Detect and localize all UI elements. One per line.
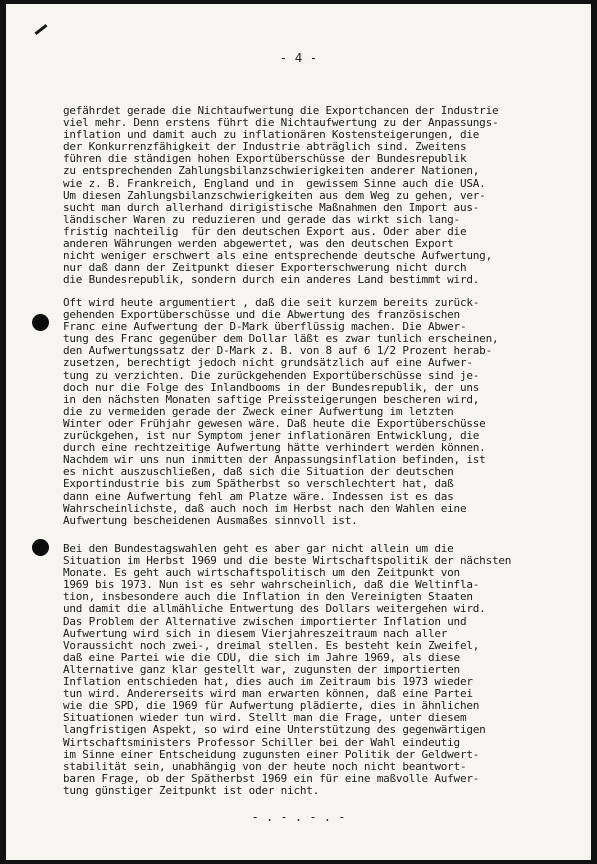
text-line: Um diesen Zahlungsbilanzschwierigkeiten aus dem Weg zu gehen, ver- (63, 188, 486, 202)
text-line: daß eine Partei wie die CDU, die sich im Jahre 1969, als diese (63, 650, 460, 664)
text-line: wie die SPD, die 1969 für Aufwertung plädierte, dies in ähnlichen (63, 699, 480, 713)
text-line: Nachdem wir uns nun inmitten der Anpassungsinflation befinden, ist (63, 453, 486, 467)
text-line: fristig nachteilig für den deutschen Export aus. Oder aber die (63, 224, 467, 238)
scan-mark (35, 24, 48, 35)
paragraph-2 (63, 297, 498, 527)
text-line: die zu vermeiden gerade der Zweck einer Aufwertung im letzten (63, 404, 454, 418)
text-line: 1969 bis 1973. Nun ist es sehr wahrscheinlich, daß die Weltinfla- (63, 578, 480, 592)
text-line: und damit die allmähliche Entwertung des Dollars weitergehen wird. (63, 602, 486, 616)
text-line: nur daß dann der Zeitpunkt dieser Exporterschwerung nicht durch (63, 261, 467, 275)
text-line: doch nur die Folge des Inlandbooms in der Bundesrepublik, der uns (63, 380, 480, 394)
text-line: Das Problem der Alternative zwischen importierter Inflation und (63, 614, 467, 628)
text-line: wie z. B. Frankreich, England und in gewissem Sinne auch die USA. (63, 176, 486, 190)
text-line: die Bundesrepublik, sondern durch ein anderes Land bestimmt wird. (63, 273, 480, 287)
text-line: der Konkurrenzfähigkeit der Industrie abträglich sind. Zweitens (63, 140, 467, 154)
text-line: zurückgehen, ist nur Symptom jener inflationären Entwicklung, die (63, 429, 480, 443)
text-line: zu entsprechenden Zahlungsbilanzschwierigkeiten anderer Nationen, (63, 164, 480, 178)
text-line: Inflation entschieden hat, dies auch im Zeitraum bis 1973 wieder (63, 675, 473, 689)
text-line: Voraussicht noch zwei-, dreimal stellen. Es besteht kein Zweifel, (63, 638, 480, 652)
text-line: nicht weniger erschwert als eine entsprechende deutsche Aufwertung, (63, 249, 492, 263)
punch-hole (32, 539, 49, 556)
text-line: tung des Franc gegenüber dem Dollar läßt es zwar tunlich erscheinen, (63, 332, 499, 346)
text-line: ländischer Waren zu reduzieren und gerade das wirkt sich lang- (63, 212, 460, 226)
text-line: gehenden Exportüberschüsse und die Abwertung des französischen (63, 308, 460, 322)
page-number: - 4 - (279, 50, 318, 65)
text-line: Bei den Bundestagswahlen geht es aber gar nicht allein um die (63, 542, 454, 555)
text-line: inflation und damit auch zu inflationären Kostensteigerungen, die (63, 128, 480, 142)
text-line: Exportindustrie bis zum Spätherbst so verschlechtert hat, daß (63, 477, 454, 491)
text-line: Oft wird heute argumentiert , daß die seit kurzem bereits zurück- (63, 296, 480, 309)
text-line: Winter oder Frühjahr gewesen wäre. Daß heute die Exportüberschüsse (63, 416, 486, 430)
text-line: es nicht auszuschließen, daß sich die Situation der deutschen (63, 465, 454, 479)
text-line: tion, insbesondere auch die Inflation in den Vereinigten Staaten (63, 590, 473, 604)
text-line: tung zu verzichten. Die zurückgehenden Exportüberschüsse sind je- (63, 368, 480, 382)
text-line: führen die ständigen hohen Exportüberschüsse der Bundesrepublik (63, 152, 467, 166)
text-line: Wahrscheinlichste, daß auch noch im Herbst nach den Wahlen eine (63, 501, 467, 515)
text-line: sucht man durch allerhand dirigistische Maßnahmen den Import aus- (63, 200, 480, 214)
text-line: viel mehr. Denn erstens führt die Nichtaufwertung zu der Anpassungs- (63, 116, 499, 130)
text-line: tun wird. Andererseits wird man erwarten können, daß eine Partei (63, 687, 473, 701)
text-line: stabilität sein, unabhängig von der heute noch nicht beantwort- (63, 759, 467, 773)
text-line: Situationen wieder tun wird. Stellt man die Frage, unter diesem (63, 711, 467, 725)
text-line: anderen Währungen werden abgewertet, was den deutschen Export (63, 237, 454, 251)
text-line: dann eine Aufwertung fehl am Platze wäre. Indessen ist es das (63, 489, 454, 503)
text-line: im Sinne einer Entscheidung zugunsten einer Politik der Geldwert- (63, 747, 480, 761)
text-line: zusetzen, berechtigt jedoch nicht grundsätzlich auf eine Aufwer- (63, 356, 473, 370)
text-line: tung günstiger Zeitpunkt ist oder nicht. (63, 783, 320, 797)
text-line: den Aufwertungssatz der D-Mark z. B. von 8 auf 6 1/2 Prozent herab- (63, 344, 492, 358)
text-line: durch eine rechtzeitige Aufwertung hätte verhindert werden können. (63, 441, 486, 455)
text-line: langfristigen Aspekt, so wird eine Unterstützung des gegenwärtigen (63, 723, 486, 737)
text-line: baren Frage, ob der Spätherbst 1969 ein für eine maßvolle Aufwer- (63, 771, 480, 785)
text-line: in den nächsten Monaten saftige Preissteigerungen bescheren wird, (63, 392, 480, 406)
punch-hole (32, 314, 49, 331)
text-line: Wirtschaftsministers Professor Schiller bei der Wahl eindeutig (63, 735, 460, 749)
text-line: Aufwertung wird sich in diesem Vierjahreszeitraum nach aller (63, 626, 448, 640)
text-line: Situation im Herbst 1969 und die beste Wirtschaftspolitik der nächsten (63, 554, 512, 568)
text-line: Alternative ganz klar gestellt war, zugunsten der importierten (63, 662, 460, 676)
text-line: Aufwertung bescheidenen Ausmaßes sinnvoll ist. (63, 513, 358, 527)
paragraph-3 (63, 543, 511, 797)
paragraph-1 (63, 105, 498, 286)
document-page (6, 4, 591, 860)
text-line: Franc eine Aufwertung der D-Mark überflüssig machen. Die Abwer- (63, 320, 467, 334)
end-mark: - . - . - . - (251, 810, 346, 824)
text-line: Monate. Es geht auch wirtschaftspolitisch um den Zeitpunkt von (63, 566, 460, 580)
text-line: gefährdet gerade die Nichtaufwertung die Exportchancen der Industrie (63, 104, 499, 117)
